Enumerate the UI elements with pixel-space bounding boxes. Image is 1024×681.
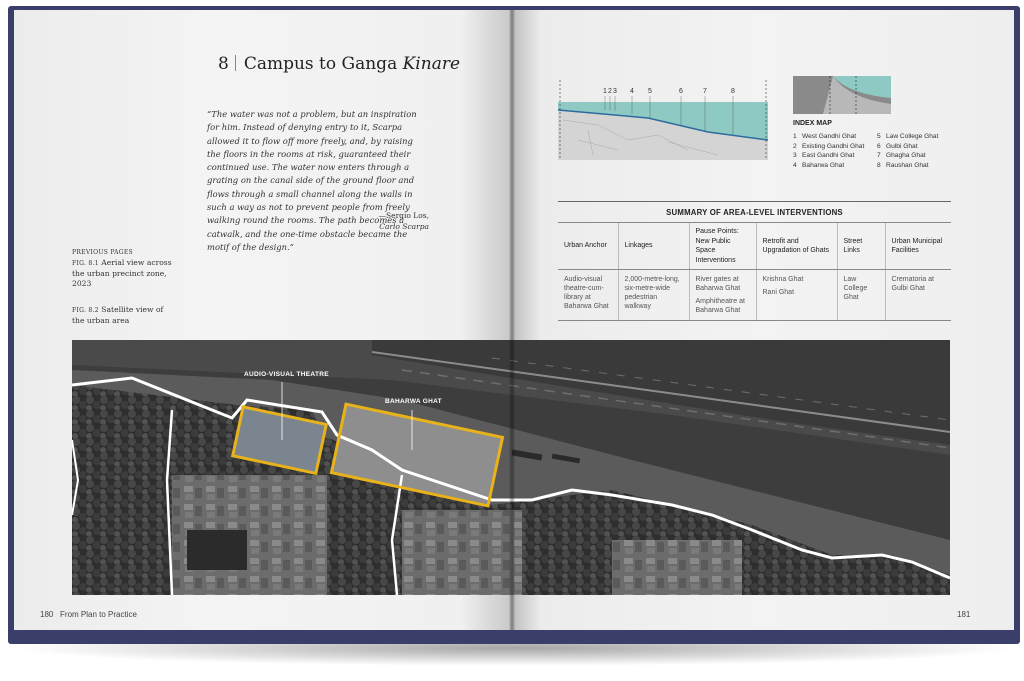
summary-title: SUMMARY OF AREA-LEVEL INTERVENTIONS	[558, 201, 951, 217]
figure-caption-8-1	[72, 248, 172, 289]
strip-map-number: 3	[613, 88, 617, 95]
label-baharwa-ghat: BAHARWA GHAT	[385, 398, 442, 405]
index-item: 6 Gulbi Ghat	[877, 142, 918, 150]
figure-caption-8-2	[72, 305, 172, 326]
column-header: Urban Anchor	[558, 223, 618, 270]
label-audio-visual-theatre: AUDIO-VISUAL THEATRE	[244, 371, 329, 378]
running-title: From Plan to Practice	[60, 610, 137, 619]
table-cell: 2,000-metre-long, six-metre-wide pedestrian walkway	[618, 270, 689, 321]
strip-map-number: 6	[679, 88, 683, 95]
chapter-title-text: Campus to Ganga	[243, 54, 403, 74]
epigraph-quote: “The water was not a problem, but an inspiration for him. Instead of denying entry to it, Scarpa allowed it to flow off more freely, and, by raising the floors in the rooms at risk, guaranteed their continued use. The water now enters through a grating on the canal side of the ground floor and flows through a small channel along the walls in such a way as not to prevent people from freely walking round the rooms. The path becomes a catwalk, and the one-time obstacle became the motif of the design.”	[207, 109, 417, 252]
interventions-table	[558, 222, 951, 321]
index-item: 4 Baharwa Ghat	[793, 161, 845, 169]
index-list-col2	[877, 132, 938, 170]
strip-map-number: 7	[703, 88, 707, 95]
column-header: Pause Points: New Public Space Interventions	[689, 223, 756, 270]
strip-map-number: 2	[608, 88, 612, 95]
chapter-title-italic: Kinare	[402, 54, 461, 74]
caption-fig-number: FIG. 8.2	[72, 307, 99, 314]
table-cell: Audio-visual theatre-cum-library at Baharwa Ghat	[558, 270, 618, 321]
title-divider	[235, 55, 236, 71]
page-number: 180	[40, 610, 54, 619]
table-cell: Law College Ghat	[837, 270, 885, 321]
index-item: 8 Raushan Ghat	[877, 161, 929, 169]
index-list-col1	[793, 132, 864, 170]
table-row	[558, 270, 951, 321]
epigraph-attribution	[340, 210, 429, 232]
index-map-title: INDEX MAP	[793, 120, 832, 127]
quote-book: Carlo Scarpa	[379, 222, 429, 231]
table-header-row	[558, 223, 951, 270]
chapter-title	[218, 54, 460, 74]
index-item: 2 Existing Gandhi Ghat	[793, 142, 865, 150]
chapter-number: 8	[218, 54, 229, 74]
strip-map-number: 8	[731, 88, 735, 95]
table-cell: River gates at Baharwa Ghat Amphitheatre at Baharwa Ghat	[689, 270, 756, 321]
strip-map	[558, 80, 768, 160]
column-header: Retrofit and Upgradation of Ghats	[756, 223, 837, 270]
strip-map-number: 5	[648, 88, 652, 95]
index-map-thumbnail	[793, 76, 891, 114]
column-header: Street Links	[837, 223, 885, 270]
caption-heading: PREVIOUS PAGES	[72, 249, 133, 256]
caption-fig-number: FIG. 8.1	[72, 260, 99, 267]
index-item: 5 Law College Ghat	[877, 133, 939, 140]
column-header: Urban Municipal Facilities	[885, 223, 951, 270]
right-folio: 181	[957, 610, 971, 619]
quote-author: —Sergio Los,	[378, 211, 429, 220]
left-folio	[40, 610, 137, 619]
book-gutter	[509, 10, 515, 630]
strip-map-number: 4	[630, 88, 634, 95]
index-item: 1 West Gandhi Ghat	[793, 133, 857, 140]
column-header: Linkages	[618, 223, 689, 270]
index-item: 3 East Gandhi Ghat	[793, 152, 855, 159]
strip-map-number: 1	[603, 88, 607, 95]
index-item: 7 Ghagha Ghat	[877, 152, 926, 159]
table-cell: Crematoria at Gulbi Ghat	[885, 270, 951, 321]
caption-text: Satellite view of the urban area	[72, 305, 164, 325]
caption-text: Aerial view across the urban precinct zone, 2023	[72, 258, 172, 288]
table-cell: Krishna Ghat Rani Ghat	[756, 270, 837, 321]
